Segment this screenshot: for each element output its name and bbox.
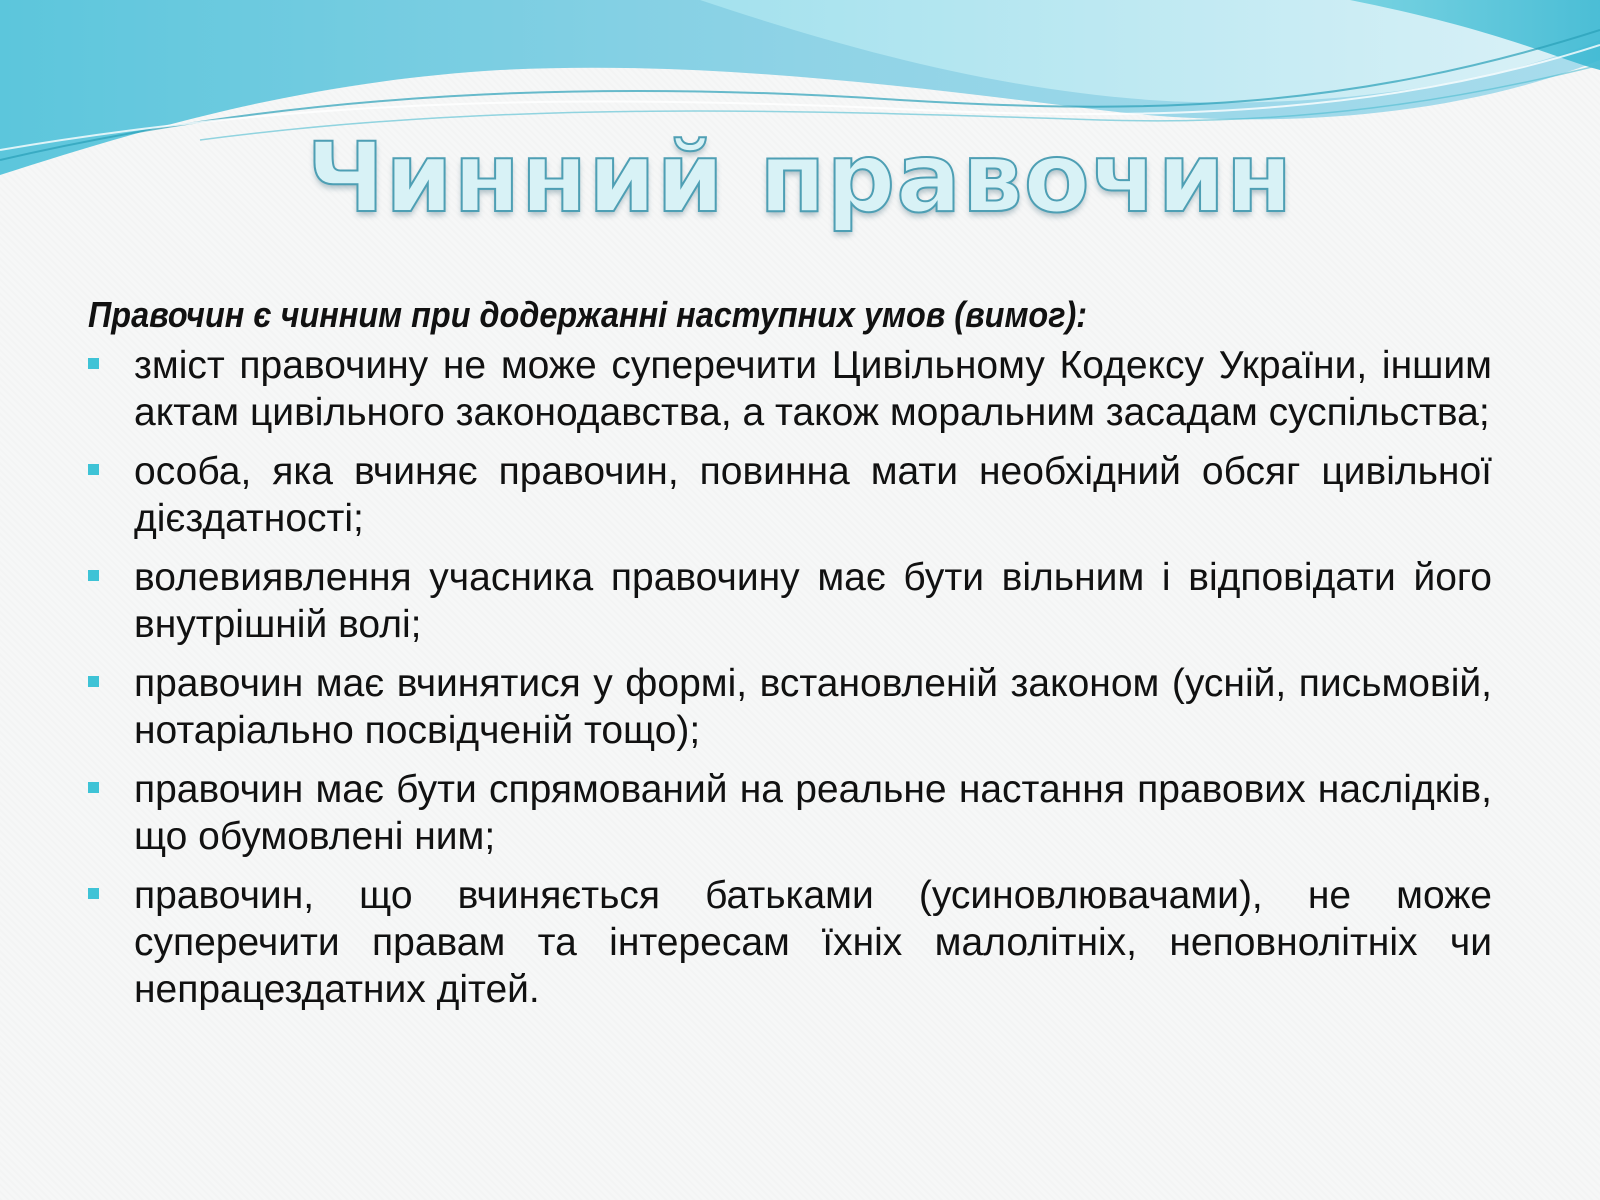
intro-text: Правочин є чинним при додержанні наступних умов (вимог): — [88, 294, 1088, 335]
slide-title: Чинний правочин — [306, 122, 1294, 234]
square-bullet-icon — [88, 464, 99, 475]
list-item — [88, 554, 1492, 648]
slide-content — [88, 292, 1492, 1025]
square-bullet-icon — [88, 782, 99, 793]
list-item — [88, 766, 1492, 860]
square-bullet-icon — [88, 570, 99, 581]
list-item-text: правочин має бути спрямований на реальне настання правових наслідків, що обумовлені ним; — [134, 768, 1492, 858]
list-item-text: правочин, що вчиняється батьками (усиновлювачами), не може суперечити правам та інтересам їхніх малолітніх, неповнолітніх чи непрацездатних дітей. — [134, 874, 1492, 1011]
list-item — [88, 342, 1492, 436]
list-item — [88, 448, 1492, 542]
square-bullet-icon — [88, 676, 99, 687]
list-item — [88, 872, 1492, 1013]
square-bullet-icon — [88, 358, 99, 369]
list-item-text: правочин має вчинятися у формі, встановленій законом (усній, письмовій, нотаріально посвідченій тощо); — [134, 662, 1492, 752]
list-item-text: зміст правочину не може суперечити Цивільному Кодексу України, іншим актам цивільного законодавства, а також моральним засадам суспільства; — [134, 344, 1492, 434]
conditions-list — [88, 342, 1492, 1013]
list-item — [88, 660, 1492, 754]
list-item-text: особа, яка вчиняє правочин, повинна мати необхідний обсяг цивільної дієздатності; — [134, 450, 1492, 540]
list-item-text: волевиявлення учасника правочину має бути вільним і відповідати його внутрішній волі; — [134, 556, 1492, 646]
square-bullet-icon — [88, 888, 99, 899]
